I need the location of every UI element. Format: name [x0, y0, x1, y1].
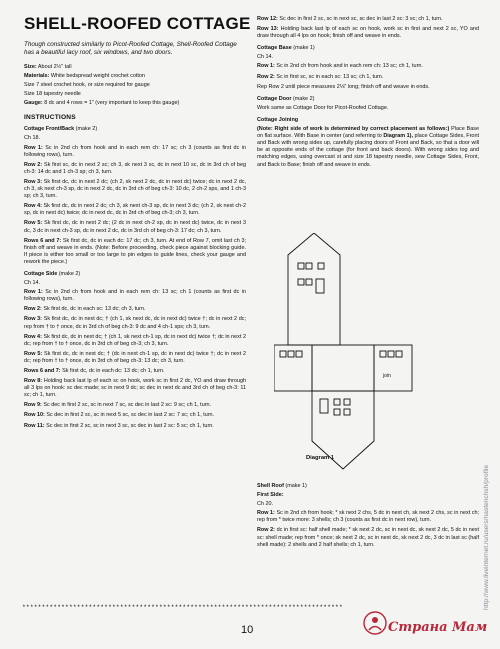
row-text: Sc in 2nd ch from hook and in each rem ch: 17 sc; ch 3 (counts as first dc in following rows), turn. [24, 144, 246, 158]
spec-label: Size: [24, 63, 37, 70]
brand-name: Страна Мам [388, 620, 488, 635]
row-text: Sc dec in first 2 sc, sc in next 3 sc, sc dec in last 2 sc: 5 sc; ch 1, turn. [46, 422, 214, 429]
instruction-row [257, 510, 479, 524]
spec-gauge [24, 100, 246, 107]
instruction-row [24, 316, 246, 330]
row-label: Row 1: [24, 289, 43, 296]
spec-label: Materials: [24, 72, 50, 79]
row-text: Sk first dc, dc in each dc: 17 dc; ch 3, turn. At end of Row 7, omit last ch 3; finish off and weave in ends. (Note: Before proceeding, check piece against blocking guide. If piece is either too small or too large to pin edges to guide lines, check your gauge and rework the piece.) [24, 237, 247, 265]
instruction-row [24, 203, 246, 217]
instruction-row [24, 412, 246, 419]
instruction-row [24, 145, 246, 159]
row-text: Sk first dc, dc in each sc: 13 dc; ch 3, turn. [43, 306, 146, 313]
front-window [318, 263, 324, 269]
row-text: dc in first sc: half shell made; * sk next 2 dc, sc in next dc, sk next 2 dc, 5 dc in next sc: shell made; rep from * once; sk next 2 dc, sc in next dc, sk next 2 dc, 3 dc in last sc (half shell made): 2 shells and 2 half shells; ch 1, turn. [257, 527, 480, 548]
side-window [396, 351, 402, 357]
row-label: Row 9: [24, 402, 42, 409]
roof-section [257, 478, 479, 552]
roof-first-side: First Side: [257, 492, 284, 499]
base-chain: Ch 14. [257, 54, 274, 61]
heading-text: Cottage Front/Back [24, 126, 75, 133]
row-text: Holding back last lp of each sc on hook, work sc in first and next 2 sc, YO and draw through all 4 lps on hook; finish off and weave in ends. [257, 26, 479, 40]
spec-value: White bedspread weight crochet cotton [50, 72, 145, 79]
assembly-diagram [274, 233, 474, 473]
side-window [288, 351, 294, 357]
row-label: Row 3: [24, 178, 43, 185]
row-label: Row 5: [24, 220, 43, 227]
instruction-row [24, 179, 246, 200]
front-panel [288, 233, 340, 345]
heading-text: Cottage Door [257, 95, 292, 102]
joining-text-1: Place Base on flat surface. With Base in center (and referring to [257, 126, 479, 140]
back-window [334, 409, 340, 415]
row-text: Sc dec in first 2 sc, sc in next sc, sc dec in last 2 sc: 3 sc; ch 1, turn. [279, 16, 443, 22]
front-window [298, 279, 304, 285]
roof-heading [257, 483, 479, 490]
front-door [316, 279, 324, 293]
spec-materials-2: Size 7 steel crochet hook, or size required for gauge [24, 82, 150, 88]
spec-materials [24, 73, 246, 80]
instruction-row [24, 238, 246, 266]
side-window [296, 351, 302, 357]
front-window [306, 279, 312, 285]
side-rows-continued [257, 16, 479, 40]
joining-heading: Cottage Joining [257, 116, 299, 123]
row-text: Holding back last lp of each sc on hook, work sc in first 2 dc, YO and draw through all 3 lps on hook: sc dec made; sc in next 9 dc; sc dec in next dc and 3rd ch of beg ch-3: 11 sc; ch 1, turn. [24, 378, 247, 399]
joining-text [257, 126, 479, 169]
side-window [380, 351, 386, 357]
front-window [298, 263, 304, 269]
make-count: (make 2) [58, 270, 81, 277]
instructions-heading: INSTRUCTIONS [24, 114, 76, 122]
row-text: Sk first dc, dc in next 2 dc; (ch 2, sk next 2 dc, dc in next dc) twice; dc in next 2 dc, ch 3, sk next ch-3 sp, dc in next 2 dc, dc in 3rd ch of beg ch-3: 10 dc, 2 ch-2 sps, and 1 ch-3 sp; ch 3, turn. [24, 178, 246, 200]
heading-text: Cottage Base [257, 45, 292, 52]
back-window [334, 399, 340, 405]
instruction-row [257, 63, 479, 70]
roof-chain: Ch 20. [257, 501, 274, 508]
base-panel [312, 345, 374, 391]
row-text: Sk first sc, dc in next 2 sc; ch 3, sk next 3 sc, dc in next 10 sc, dc in 3rd ch of beg ch-3: 14 dc and 1 ch-3 sp; ch 3, turn. [24, 161, 246, 175]
joining-text-2: place Cottage Sides, Front and Back with wrong sides up, carefully placing doors of Front and Back, so that a door will be at opposite ends of the cottage (for front and back doors). With wrong sides tog and matching edges, using overcast st and size 18 tapestry needle, sew Cottage Sides, Front, and Back to Base; finish off and weave in ends. [257, 133, 479, 168]
row-text: Sk first dc, dc in next dc; † (dc in next ch-1 sp, dc in next dc) twice †; dc in next 2 dc; rep from † to † once, dc in 3rd ch of beg ch-3: 13 dc; ch 3, turn. [24, 350, 246, 364]
diagram-drawing [274, 233, 474, 473]
instruction-row [24, 368, 246, 375]
make-count: (make 1) [285, 483, 307, 489]
row-text: Sc in 2nd ch from hook and in each rem ch: 13 sc; ch 1, turn. [276, 63, 423, 70]
row-text: Sk first dc, dc in next 2 dc; ch 3, sk next ch-3 sp, dc in next 3 dc; (ch 2, sk next ch-2 sp, dc in next dc) twice; dc in next dc, dc in 3rd ch of beg ch-3; ch 3, turn. [24, 203, 246, 217]
row-label: Row 3: [24, 316, 42, 323]
row-label: Row 2: [24, 306, 42, 313]
instruction-row [24, 289, 246, 303]
intro-text: Though constructed similarly to Picot-Roofed Cottage, Shell-Roofed Cottage has a beautiful lacy roof, six windows, and two doors. [24, 41, 237, 56]
row-label: Row 10: [24, 412, 45, 419]
brand-logo-icon [362, 610, 388, 636]
watermark-url: http://www.liveinternet.ru/users/nastenchsh/profile [483, 464, 490, 610]
spec-label: Gauge: [24, 100, 43, 107]
row-text: Sc in 2nd ch from hook; * sk next 2 chs, 5 dc in next ch, sk next 2 chs, sc in next ch; rep from * twice more: 3 shells; ch 3 (counts as first dc in next row), turn. [257, 510, 480, 524]
front-back-heading [24, 126, 246, 133]
front-back-rows [24, 145, 246, 266]
row-text: Sk first dc, dc in each dc: 13 dc; ch 1, turn. [62, 368, 165, 374]
instruction-row [24, 378, 246, 399]
note-text: Right side of work is determined by correct placement as follows:) [274, 126, 450, 133]
instruction-row [24, 334, 246, 348]
row-text: Sc in first sc, sc in each sc: 13 sc; ch 1, turn. [276, 73, 384, 80]
door-text: Work same as Cottage Door for Picot-Roofed Cottage. [257, 104, 389, 111]
row-text: Sk first dc, dc in next dc; † (ch 1, sk next ch-1 sp, dc in next dc) twice †; dc in next 2 dc; rep from † to † once, dc in 3rd ch of beg ch-3; ch 3, turn. [24, 333, 246, 347]
row-text: Sk first dc, dc in next 2 dc; (2 dc in next ch-2 sp, dc in next dc) twice, dc in next 3 dc, 3 dc in next ch-3 sp, dc in next 2 dc, dc in 3rd ch of beg ch-3: 17 dc; ch 3, turn. [24, 220, 246, 234]
row-text: Sc in 2nd ch from hook and in each rem ch: 13 sc; ch 1 (counts as first dc in following rows), turn. [24, 289, 246, 303]
roof-rows [257, 510, 479, 548]
side-window [280, 351, 286, 357]
side-window [388, 351, 394, 357]
row-label: Row 1: [257, 510, 275, 517]
row-label: Row 2: [257, 73, 275, 80]
side-chain: Ch 14. [24, 280, 41, 287]
instruction-row [24, 162, 246, 176]
back-window [344, 409, 350, 415]
row-label: Row 8: [24, 378, 43, 385]
page-title: SHELL-ROOFED COTTAGE [24, 14, 251, 33]
row-label: Rows 6 and 7: [24, 237, 62, 244]
diagram-reference: Diagram 1), [383, 133, 413, 140]
instruction-row [24, 351, 246, 365]
spec-value: About 2½" tall [37, 63, 72, 70]
spec-materials-3: Size 18 tapestry needle [24, 91, 81, 98]
page-number: 10 [241, 624, 254, 636]
row-label: Row 2: [257, 527, 275, 534]
make-count: (make 2) [75, 126, 98, 133]
instruction-row [257, 26, 479, 40]
base-repeat: Rep Row 2 until piece measures 2⅛" long; finish off and weave in ends. [257, 83, 430, 90]
row-label: Row 1: [24, 144, 43, 151]
heading-text: Cottage Side [24, 270, 58, 277]
back-window [344, 399, 350, 405]
row-label: Row 12: [257, 16, 278, 22]
note-label: (Note: [257, 126, 273, 133]
base-rows [257, 63, 479, 80]
front-back-chain: Ch 18. [24, 135, 41, 142]
heading-text: Shell Roof [257, 483, 284, 489]
row-text: Sk first dc, dc in next dc; † (ch 1, sk next dc, dc in next dc) twice †; dc in next 2 dc; rep from † to † once, dc in 3rd ch of beg ch-3: 9 dc and 4 ch-1 sps; ch 3, turn. [24, 316, 246, 330]
base-heading [257, 45, 479, 52]
row-label: Row 4: [24, 333, 42, 340]
spec-size [24, 64, 246, 71]
row-text: Sc dec in first 2 sc, sc in next 7 sc, sc dec in last 2 sc: 9 sc; ch 1, turn. [43, 402, 212, 409]
back-door [320, 399, 328, 413]
side-rows [24, 289, 246, 430]
instruction-row [24, 220, 246, 234]
join-label: join [383, 373, 391, 379]
row-label: Row 2: [24, 161, 43, 168]
door-heading [257, 96, 479, 103]
row-label: Rows 6 and 7: [24, 368, 61, 374]
instruction-row [24, 306, 246, 313]
left-column [24, 41, 246, 433]
instruction-row [257, 74, 479, 81]
spec-value: 8 dc and 4 rows = 1" (very important to keep this gauge) [44, 100, 180, 107]
row-text: Sc dec in first 2 sc, sc in next 5 sc, sc dec in last 2 sc: 7 sc; ch 1, turn. [46, 412, 215, 419]
instruction-row [257, 527, 479, 548]
instruction-row [24, 423, 246, 430]
right-column [257, 16, 479, 172]
row-label: Row 11: [24, 422, 45, 429]
row-label: Row 5: [24, 350, 43, 357]
row-label: Row 4: [24, 203, 42, 210]
front-window [306, 263, 312, 269]
make-count: (make 1) [293, 45, 315, 52]
row-label: Row 1: [257, 63, 275, 70]
side-heading [24, 271, 246, 278]
diagram-caption: Diagram 1 [306, 455, 335, 461]
asterisk-divider: ********************************************************************************** [22, 604, 343, 611]
make-count: (make 2) [292, 95, 315, 102]
instruction-row [257, 16, 479, 23]
row-label: Row 13: [257, 26, 279, 33]
instruction-row [24, 402, 246, 409]
